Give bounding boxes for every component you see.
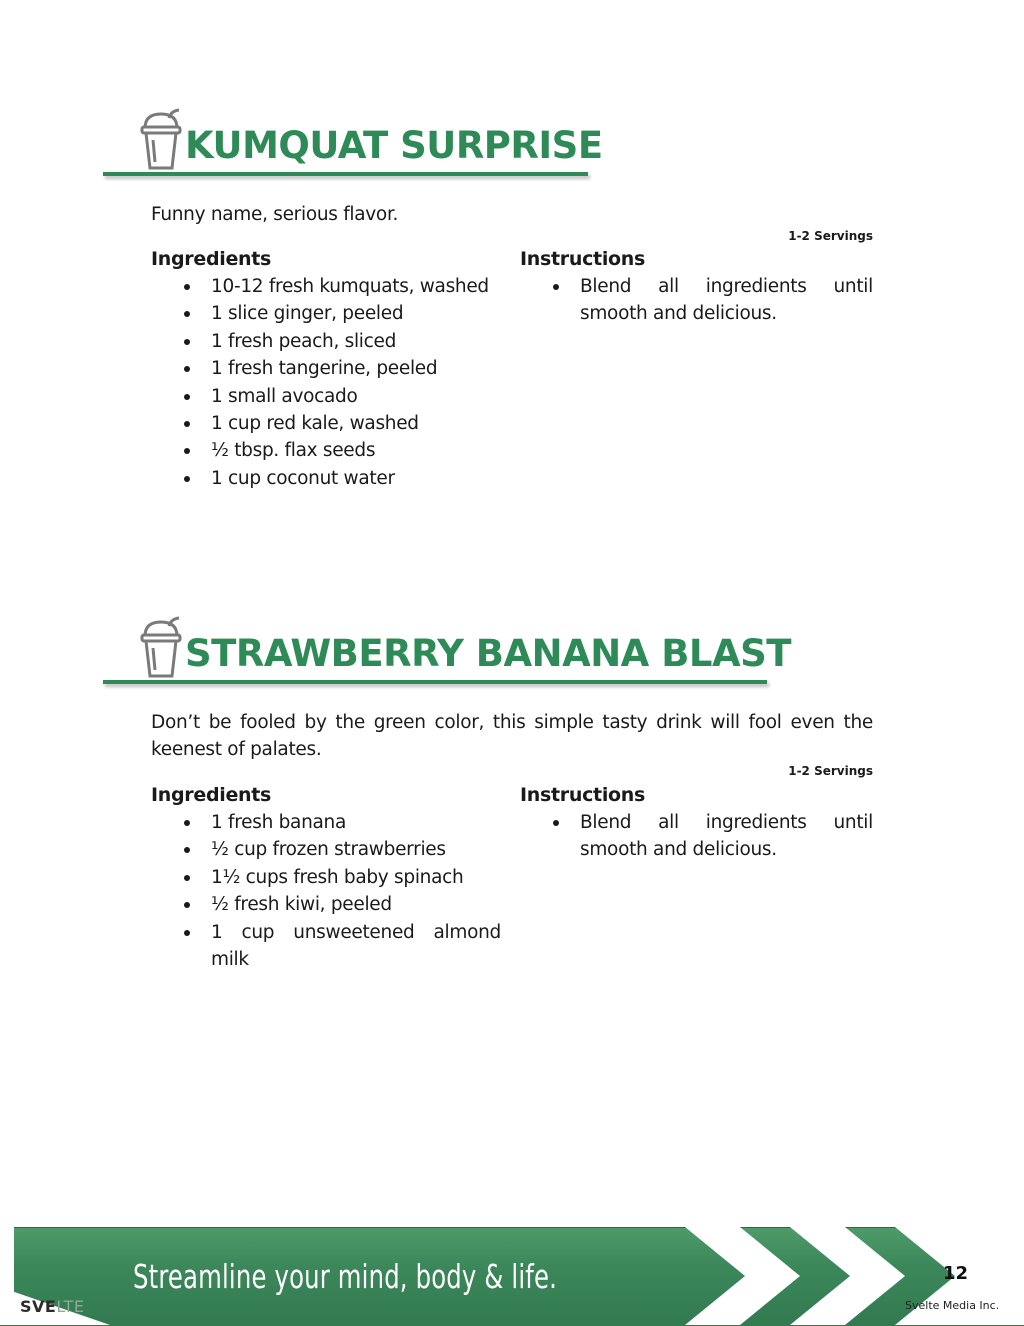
recipe-title-block — [103, 616, 791, 686]
list-item: 1 cup red kale, washed — [151, 410, 501, 437]
bullet-icon — [184, 366, 190, 372]
instructions-heading: Instructions — [520, 784, 646, 806]
instructions-column — [520, 246, 873, 328]
recipe-description: Funny name, serious flavor. — [151, 204, 399, 225]
bullet-icon — [184, 421, 190, 427]
bullet-icon — [184, 820, 190, 826]
company-name: Svelte Media Inc. — [905, 1299, 1000, 1312]
list-item: ½ tbsp. flax seeds — [151, 437, 501, 464]
instructions-column — [520, 782, 873, 864]
servings-label: 1-2 Servings — [788, 764, 873, 778]
instructions-heading: Instructions — [520, 248, 646, 270]
page-number: 12 — [943, 1263, 969, 1284]
recipe-description: Don’t be fooled by the green color, this simple tasty drink will fool even the keenest of palates. — [151, 712, 873, 760]
bullet-icon — [184, 311, 190, 317]
bullet-icon — [184, 476, 190, 482]
servings-label: 1-2 Servings — [788, 229, 873, 243]
bullet-icon — [184, 875, 190, 881]
recipe-title: STRAWBERRY BANANA BLAST — [185, 632, 791, 675]
bullet-icon — [553, 284, 559, 290]
instructions-list — [520, 809, 873, 864]
list-item: 1 cup unsweetened almond milk — [151, 919, 501, 974]
instructions-list — [520, 273, 873, 328]
ingredients-list — [151, 273, 501, 492]
ingredients-heading: Ingredients — [151, 784, 272, 806]
list-item: 1½ cups fresh baby spinach — [151, 864, 501, 891]
bullet-icon — [184, 394, 190, 400]
list-item: ½ cup frozen strawberries — [151, 836, 501, 863]
bullet-icon — [184, 339, 190, 345]
list-item: Blend all ingredients until smooth and delicious. — [520, 273, 873, 328]
ingredients-list — [151, 809, 501, 973]
ingredients-column — [151, 246, 501, 492]
bullet-icon — [184, 930, 190, 936]
recipe-title-block — [103, 108, 603, 178]
list-item: Blend all ingredients until smooth and delicious. — [520, 809, 873, 864]
footer-tagline: Streamline your mind, body & life. — [133, 1257, 558, 1296]
page-footer — [0, 1227, 1024, 1325]
ingredients-column — [151, 782, 501, 973]
list-item: 1 small avocado — [151, 383, 501, 410]
smoothie-cup-icon — [139, 108, 185, 172]
bullet-icon — [184, 284, 190, 290]
title-underline — [103, 680, 767, 684]
brand-logo: SVELTE — [20, 1297, 85, 1316]
recipe-title: KUMQUAT SURPRISE — [185, 124, 603, 167]
list-item: 1 fresh tangerine, peeled — [151, 355, 501, 382]
bullet-icon — [553, 820, 559, 826]
list-item: ½ fresh kiwi, peeled — [151, 891, 501, 918]
bullet-icon — [184, 847, 190, 853]
smoothie-cup-icon — [139, 616, 185, 680]
list-item: 1 cup coconut water — [151, 465, 501, 492]
title-underline — [103, 172, 588, 176]
list-item: 1 slice ginger, peeled — [151, 300, 501, 327]
bullet-icon — [184, 448, 190, 454]
list-item: 1 fresh banana — [151, 809, 501, 836]
ingredients-heading: Ingredients — [151, 248, 272, 270]
bullet-icon — [184, 902, 190, 908]
list-item: 10-12 fresh kumquats, washed — [151, 273, 501, 300]
list-item: 1 fresh peach, sliced — [151, 328, 501, 355]
